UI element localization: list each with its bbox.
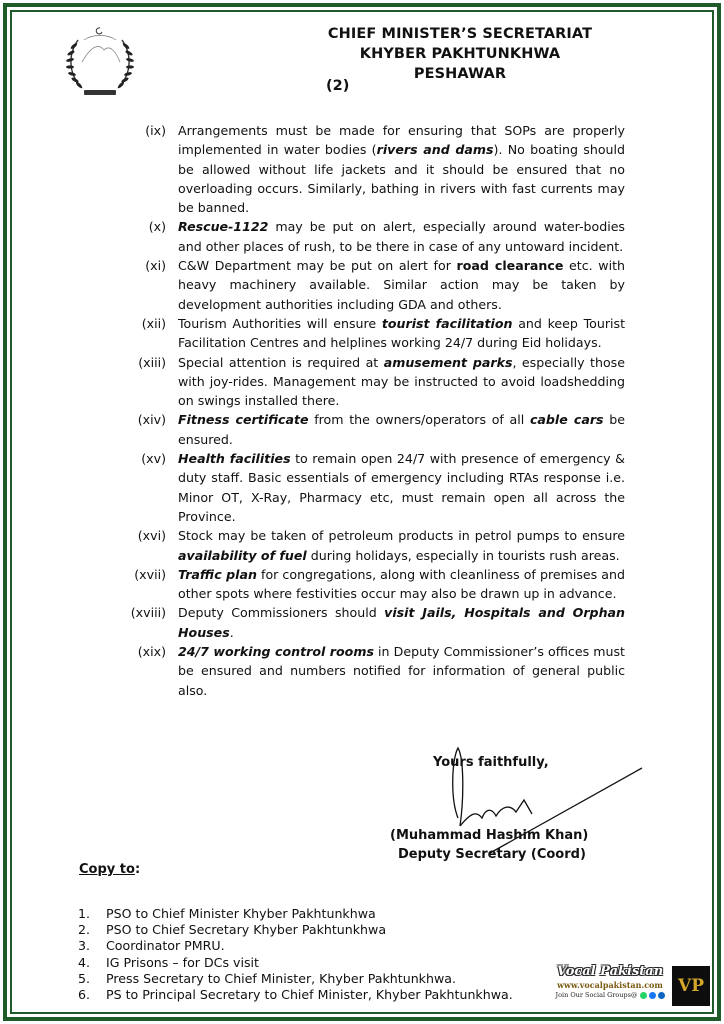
- directive-text: [178, 565, 625, 604]
- directive-text: [178, 526, 625, 565]
- directive-text: [178, 603, 625, 642]
- directive-text: [178, 642, 625, 700]
- plain-text: during holidays, especially in tourists rush areas.: [306, 547, 620, 563]
- letterhead-line-1: CHIEF MINISTER’S SECRETARIAT: [327, 26, 593, 42]
- copy-item-number: 5.: [78, 970, 91, 986]
- plain-text: ). No boating should be allowed without life jackets and it should be ensured that no overloading occurs. Similarly, bathing in rivers with fast currents may be banned.: [178, 142, 625, 216]
- directive-number: (xii): [141, 315, 166, 331]
- directive-item: [120, 603, 625, 642]
- plain-text: be ensured.: [178, 412, 625, 447]
- copy-to-label: Copy to: [79, 862, 135, 877]
- copy-to-heading: [79, 862, 140, 877]
- vocal-pakistan-watermark: [551, 964, 711, 1008]
- directive-number: (xvii): [134, 566, 166, 582]
- copy-to-item: [78, 938, 513, 954]
- emphasized-text: amusement parks: [383, 354, 513, 370]
- copy-to-item: [78, 906, 513, 922]
- copy-item-text: IG Prisons – for DCs visit: [106, 954, 259, 970]
- directive-number: (xiv): [137, 412, 166, 428]
- plain-text: .: [229, 624, 234, 640]
- plain-text: etc. with heavy machinery available. Similar action may be taken by development authorities including GDA and others.: [178, 258, 626, 312]
- copy-to-item: [78, 955, 513, 971]
- copy-item-number: 4.: [78, 954, 91, 970]
- emphasized-text: Traffic plan: [178, 566, 257, 582]
- directive-text: [178, 410, 625, 449]
- plain-text: Arrangements must be made for ensuring that SOPs are properly implemented in water bodies (: [178, 123, 625, 158]
- directive-number: (xviii): [130, 605, 166, 621]
- emphasized-text: rivers and dams: [376, 142, 494, 158]
- plain-text: to remain open 24/7 with presence of emergency & duty staff. Basic essentials of emergency including RTAs response i.e. Minor OT, X-Ray, Pharmacy etc, must remain open all across the Province.: [178, 451, 625, 524]
- emphasized-text: road clearance: [456, 258, 564, 274]
- emphasized-text: availability of fuel: [178, 547, 307, 563]
- plain-text: Deputy Commissioners should: [178, 605, 385, 621]
- directive-number: (ix): [145, 123, 166, 138]
- watermark-text: [551, 964, 669, 999]
- copy-item-number: 1.: [78, 906, 91, 921]
- directive-text: [178, 121, 625, 217]
- directive-number: (xvi): [137, 528, 166, 544]
- directive-item: [120, 217, 625, 256]
- directive-item: [120, 256, 625, 314]
- watermark-social: [551, 991, 669, 999]
- closing-salutation: Yours faithfully,: [433, 755, 549, 770]
- directive-text: [178, 217, 625, 256]
- plain-text: in Deputy Commissioner’s offices must be ensured and numbers notified for information of general public also.: [178, 644, 625, 698]
- copy-item-number: 2.: [78, 922, 91, 938]
- plain-text: from the owners/operators of all: [308, 412, 530, 428]
- signatory-title: Deputy Secretary (Coord): [398, 847, 586, 862]
- copy-to-item: [78, 987, 513, 1003]
- plain-text: may be put on alert, especially around water-bodies and other places of rush, to be there in case of any untoward incident.: [178, 219, 625, 254]
- page-number: (2): [326, 78, 350, 94]
- directive-item: [120, 449, 625, 526]
- directive-item: [120, 410, 625, 449]
- linkedin-icon: [658, 992, 665, 999]
- letterhead-line-3: PESHAWAR: [413, 66, 507, 82]
- kp-emblem-icon: [64, 22, 136, 100]
- watermark-join-text: Join Our Social Groups@: [555, 991, 638, 999]
- watermark-brand: Vocal Pakistan: [556, 964, 664, 979]
- emphasized-text: cable cars: [529, 412, 604, 428]
- emphasized-text: Health facilities: [178, 451, 291, 467]
- directive-number: (xix): [137, 644, 166, 660]
- copy-item-text: PSO to Chief Minister Khyber Pakhtunkhwa: [106, 906, 376, 921]
- directive-number: (x): [148, 219, 166, 235]
- directive-text: [178, 256, 625, 314]
- directive-number: (xi): [145, 258, 166, 274]
- directive-item: [120, 353, 625, 411]
- directive-text: [178, 449, 625, 526]
- copy-item-text: Press Secretary to Chief Minister, Khyber Pakhtunkhwa.: [106, 970, 456, 986]
- directive-item: [120, 526, 625, 565]
- directives-list: [120, 121, 625, 700]
- directive-item: [120, 642, 625, 700]
- copy-item-text: PS to Principal Secretary to Chief Minister, Khyber Pakhtunkhwa.: [106, 987, 513, 1003]
- copy-item-text: Coordinator PMRU.: [106, 938, 225, 954]
- plain-text: for congregations, along with cleanliness of premises and other spots where festivities occur may also be drawn up in advance.: [178, 566, 625, 602]
- emphasized-text: visit Jails, Hospitals and Orphan Houses: [178, 605, 626, 640]
- emphasized-text: tourist facilitation: [381, 315, 513, 331]
- directive-text: [178, 353, 625, 411]
- watermark-url: www.vocalpakistan.com: [557, 980, 663, 990]
- copy-item-text: PSO to Chief Secretary Khyber Pakhtunkhwa: [106, 922, 387, 938]
- copy-item-number: 3.: [78, 938, 91, 954]
- plain-text: C&W Department may be put on alert for: [178, 258, 457, 274]
- copy-to-item: [78, 922, 513, 938]
- copy-item-number: 6.: [78, 987, 91, 1003]
- emphasized-text: Rescue-1122: [178, 219, 269, 235]
- copy-to-colon: :: [134, 862, 141, 877]
- plain-text: Stock may be taken of petroleum products in petrol pumps to ensure: [178, 528, 625, 544]
- directive-item: [120, 314, 625, 353]
- plain-text: , especially those with joy-rides. Management may be instructed to avoid loadshedding on swings installed there.: [178, 354, 625, 409]
- copy-to-item: [78, 971, 513, 987]
- plain-text: and keep Tourist Facilitation Centres and helplines working 24/7 during Eid holidays.: [178, 315, 626, 351]
- emphasized-text: Fitness certificate: [178, 412, 309, 428]
- signatory-name: (Muhammad Hashim Khan): [390, 828, 589, 843]
- directive-text: [178, 314, 625, 353]
- emphasized-text: 24/7 working control rooms: [178, 644, 374, 660]
- directive-number: (xv): [141, 451, 166, 467]
- directive-item: [120, 565, 625, 604]
- plain-text: Special attention is required at: [178, 354, 384, 370]
- directive-number: (xiii): [138, 354, 166, 370]
- vp-logo-icon: VP: [672, 966, 710, 1006]
- letterhead-line-2: KHYBER PAKHTUNKHWA: [359, 46, 561, 62]
- copy-to-list: [78, 906, 513, 1003]
- plain-text: Tourism Authorities will ensure: [178, 315, 382, 331]
- facebook-icon: [649, 992, 656, 999]
- whatsapp-icon: [640, 992, 647, 999]
- letterhead: [300, 24, 620, 84]
- directive-item: [120, 121, 625, 217]
